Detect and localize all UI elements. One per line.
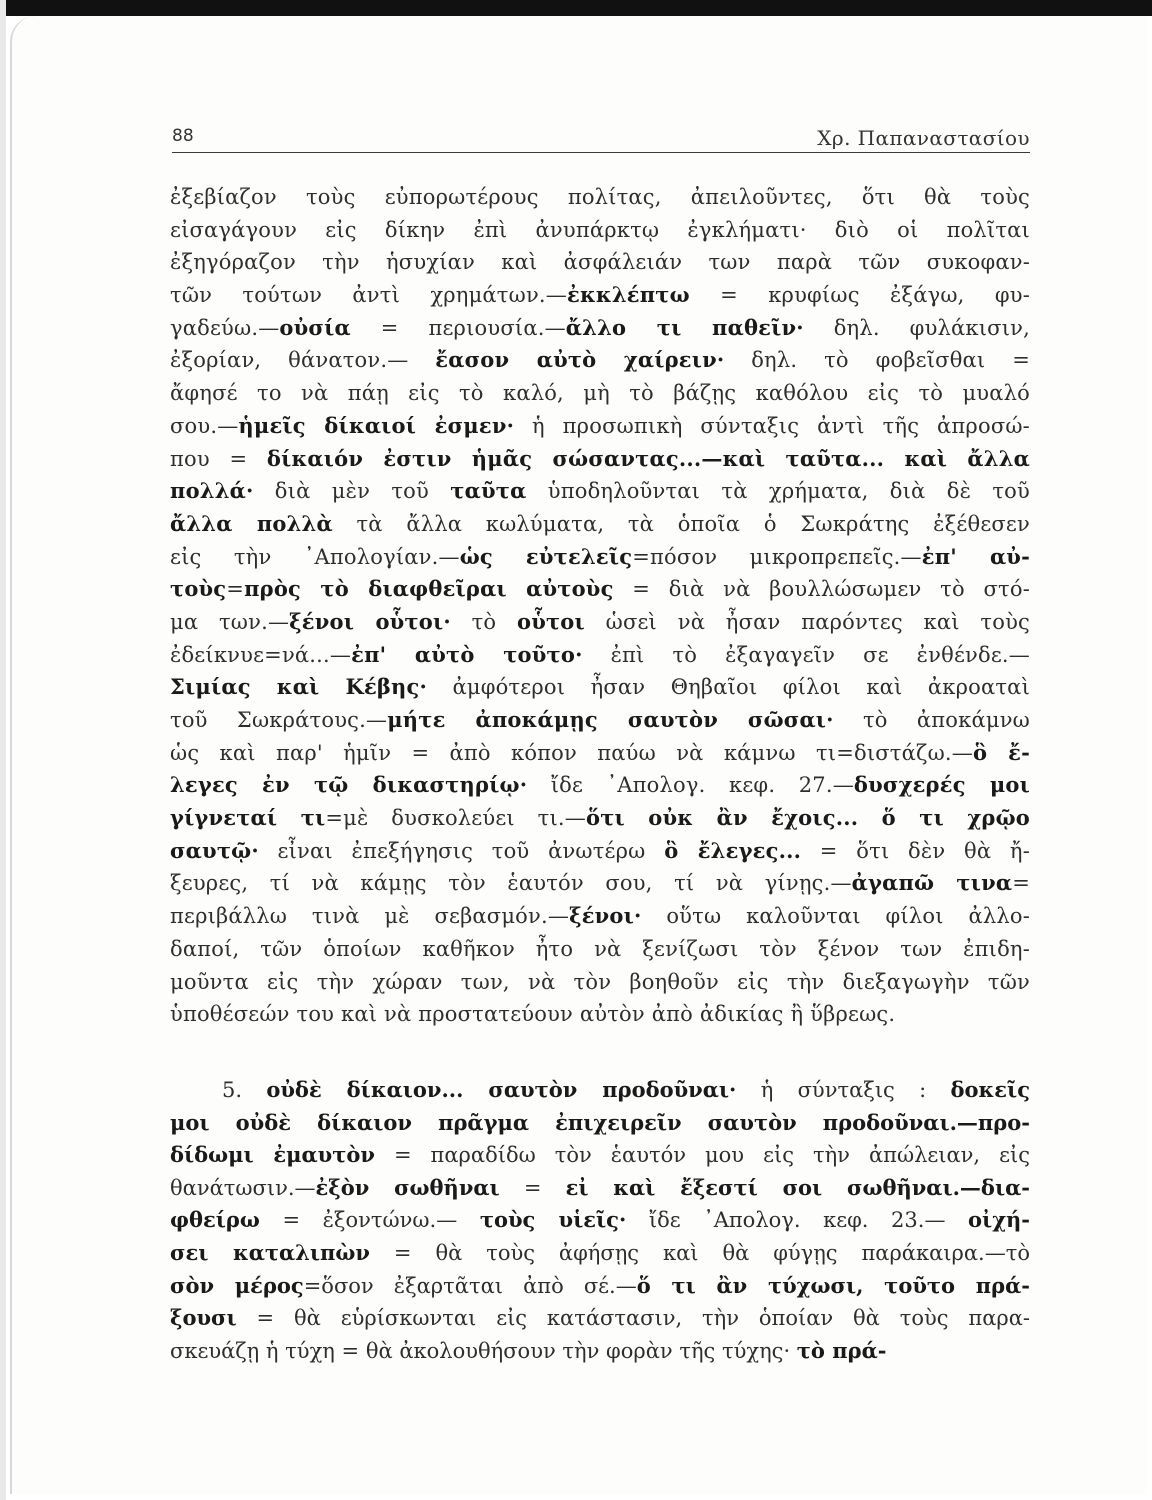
lemma-term: σει καταλιπὼν: [170, 1239, 370, 1265]
lemma-term: ἐπ' αὐ-: [921, 543, 1030, 569]
gloss-text: περιβάλλω τινὰ μὲ σεβασμόν.—: [170, 904, 570, 929]
header-rule: [172, 152, 1030, 153]
lemma-term: πολλά·: [170, 478, 254, 504]
gloss-text: = ὅτι δὲν θὰ ἤ-: [801, 838, 1030, 863]
lemma-term: δίδωμι ἐμαυτὸν: [170, 1142, 375, 1168]
gloss-text: =: [226, 577, 245, 602]
text-line: [170, 704, 1030, 737]
text-line: [170, 606, 1030, 639]
lemma-term: ὃ ἔ-: [973, 739, 1030, 765]
gloss-text: δηλ. φυλάκισιν,: [803, 315, 1030, 340]
gloss-text: = θὰ τοὺς ἀφήσῃς καὶ θὰ φύγῃς παράκαιρα.—τὸ: [370, 1240, 1030, 1265]
gloss-text: τὸ ἀποκάμνω: [833, 708, 1030, 732]
text-line: [170, 377, 1030, 410]
text-line: [170, 181, 1030, 214]
text-line: [170, 475, 1030, 508]
gloss-text: =ὅσον ἐξαρτᾶται ἀπὸ σέ.—: [303, 1273, 637, 1298]
gloss-text: τῶν τούτων ἀντὶ χρημάτων.—: [170, 283, 567, 308]
lemma-term: Σιμίας καὶ Κέβης·: [170, 674, 428, 700]
text-line: [170, 802, 1030, 835]
lemma-term: ἐξὸν σωθῆναι: [315, 1174, 500, 1200]
lemma-term: ὡς εὐτελεῖς: [459, 543, 633, 569]
gloss-text: = κρυφίως ἐξάγω, φυ-: [689, 283, 1030, 308]
text-line: [170, 443, 1030, 476]
text-line: [170, 1074, 1030, 1107]
commentary-paragraph-2: [170, 1074, 1030, 1367]
lemma-term: ἐκκλέπτω: [566, 282, 690, 308]
lemma-term: ὃ ἔλεγες...: [664, 837, 802, 863]
text-line: [170, 998, 1030, 1031]
running-head-author: Χρ. Παπαναστασίου: [817, 126, 1030, 150]
gloss-text: ἡ σύνταξις :: [736, 1078, 951, 1102]
gloss-text: σου.—: [170, 413, 239, 438]
gloss-text: τοῦ Σωκράτους.—: [170, 708, 388, 732]
gloss-text: ἡ προσωπικὴ σύνταξις ἀντὶ τῆς ἀπροσώ-: [514, 413, 1030, 438]
lemma-term: ἄλλα πολλὰ: [170, 510, 333, 536]
text-line: [170, 1107, 1030, 1140]
gloss-text: μοῦντα εἰς τὴν χώραν των, νὰ τὸν βοηθοῦν εἰς τὴν διεξαγωγὴν τῶν: [170, 969, 1030, 994]
gloss-text: θανάτωσιν.—: [170, 1175, 316, 1200]
gloss-text: εἰς τὴν ᾿Απολογίαν.—: [170, 544, 460, 569]
gloss-text: ἴδε ᾿Απολογ. κεφ. 23.—: [626, 1208, 969, 1233]
gloss-text: = παραδίδω τὸν ἑαυτόν μου εἰς τὴν ἀπώλειαν, εἰς: [374, 1143, 1030, 1168]
lemma-term: ξένοι·: [569, 903, 642, 929]
gloss-text: ὑποθέσεών του καὶ νὰ προστατεύουν αὐτὸν ἀπὸ ἀδικίας ἢ ὕβρεως.: [170, 1002, 896, 1027]
lemma-term: μοι οὐδὲ δίκαιον πρᾶγμα ἐπιχειρεῖν σαυτὸν προδοῦναι.—προ-: [170, 1109, 1030, 1135]
lemma-term: σὸν μέρος: [170, 1272, 304, 1298]
text-line: [170, 312, 1030, 345]
lemma-term: ξένοι οὗτοι·: [289, 608, 451, 634]
gloss-text: ἐξορίαν, θάνατον.—: [170, 348, 436, 373]
commentary-paragraph-1: [170, 181, 1030, 1031]
lemma-term: οὐδὲ δίκαιον... σαυτὸν προδοῦναι·: [266, 1077, 737, 1102]
text-line: [170, 1139, 1030, 1172]
text-line: [170, 900, 1030, 933]
gloss-text: που =: [170, 446, 267, 471]
lemma-term: ὅ τι ἂν τύχωσι, τοῦτο πρά-: [636, 1272, 1030, 1298]
gloss-text: ὡσεὶ νὰ ἦσαν παρόντες καὶ τοὺς: [584, 609, 1030, 634]
lemma-term: ἀγαπῶ τινα: [851, 870, 1013, 896]
gloss-text: 5.: [222, 1078, 267, 1102]
text-line: [170, 769, 1030, 802]
text-line: [170, 1302, 1030, 1335]
gloss-text: δηλ. τὸ φοβεῖσθαι =: [724, 348, 1031, 373]
lemma-term: δυσχερές μοι: [853, 772, 1030, 798]
gloss-text: οὕτω καλοῦνται φίλοι ἀλλο-: [641, 904, 1030, 929]
lemma-term: ἐπ' αὐτὸ τοῦτο·: [351, 641, 583, 667]
gloss-text: ὑποδηλοῦνται τὰ χρήματα, διὰ δὲ τοῦ: [526, 479, 1030, 504]
text-line: [170, 508, 1030, 541]
gloss-text: εἰσαγάγουν εἰς δίκην ἐπὶ ἀνυπάρκτῳ ἐγκλήματι· διὸ οἱ πολῖται: [170, 217, 1030, 242]
gloss-text: τὰ ἄλλα κωλύματα, τὰ ὁποῖα ὁ Σωκράτης ἐξέθεσεν: [332, 511, 1030, 536]
lemma-term: τοὺς υἱεῖς·: [479, 1207, 627, 1233]
lemma-term: δοκεῖς: [950, 1077, 1030, 1102]
gloss-text: ὡς καὶ παρ' ἡμῖν = ἀπὸ κόπον παύω νὰ κάμνω τι=διστάζω.—: [170, 740, 973, 765]
gloss-text: σκευάζῃ ἡ τύχη = θὰ ἀκολουθήσουν τὴν φορὰν τῆς τύχης·: [170, 1338, 797, 1363]
text-line: [170, 933, 1030, 966]
gloss-text: =μὲ δυσκολεύει τι.—: [325, 806, 586, 831]
gloss-text: δαποί, τῶν ὁποίων καθῆκον ἦτο νὰ ξενίζωσι τὸν ξένον των ἐπιδη-: [170, 936, 1030, 961]
lemma-term: οὗτοι: [517, 608, 585, 634]
gloss-text: διὰ μὲν τοῦ: [253, 479, 451, 504]
lemma-term: μήτε ἀποκάμῃς σαυτὸν σῶσαι·: [387, 707, 834, 732]
gloss-text: ἐξεβίαζον τοὺς εὐπορωτέρους πολίτας, ἀπειλοῦντες, ὅτι θὰ τοὺς: [170, 185, 1030, 209]
text-line: [170, 639, 1030, 672]
gloss-text: ξευρες, τί νὰ κάμῃς τὸν ἑαυτόν σου, τί νὰ γίνῃς.—: [170, 871, 852, 896]
lemma-term: λεγες ἐν τῷ δικαστηρίῳ·: [170, 772, 528, 798]
text-line: [170, 966, 1030, 999]
lemma-term: ἔασον αὐτὸ χαίρειν·: [435, 347, 725, 373]
text-line: [170, 279, 1030, 312]
gloss-text: = διὰ νὰ βουλλώσωμεν τὸ στό-: [613, 577, 1030, 602]
gloss-text: μα των.—: [170, 609, 290, 634]
lemma-term: τοὺς: [170, 576, 227, 602]
text-line: [170, 835, 1030, 868]
gloss-text: ἐξηγόραζον τὴν ἡσυχίαν καὶ ἀσφάλειάν των παρὰ τῶν συκοφαν-: [170, 250, 1030, 275]
gloss-text: ἀμφότεροι ἦσαν Θηβαῖοι φίλοι καὶ ἀκροαταὶ: [427, 675, 1030, 700]
lemma-term: ταῦτα: [450, 478, 527, 504]
text-line: [170, 1270, 1030, 1303]
gloss-text: ἴδε ᾿Απολογ. κεφ. 27.—: [527, 773, 854, 798]
lemma-term: οὐσία: [279, 314, 351, 340]
text-line: [170, 214, 1030, 247]
lemma-term: φθείρω: [170, 1207, 260, 1233]
lemma-term: ἡμεῖς δίκαιοί ἐσμεν·: [238, 412, 515, 438]
lemma-term: γίγνεταί τι: [170, 805, 326, 831]
text-line: [170, 573, 1030, 606]
gloss-text: ἐπὶ τὸ ἐξαγαγεῖν σε ἐνθένδε.—: [582, 642, 1030, 667]
gloss-text: τὸ: [450, 609, 517, 634]
lemma-term: εἰ καὶ ἔξεστί σοι σωθῆναι.—δια-: [565, 1174, 1030, 1200]
text-line: [170, 344, 1030, 377]
gloss-text: εἶναι ἐπεξήγησις τοῦ ἀνωτέρω: [258, 838, 665, 863]
text-line: [170, 1204, 1030, 1237]
gloss-text: ἐδείκνυε=νά...—: [170, 642, 352, 667]
text-line: [170, 867, 1030, 900]
scan-top-border: [0, 0, 1152, 16]
lemma-term: πρὸς τὸ διαφθεῖραι αὐτοὺς: [244, 576, 614, 602]
scan-left-edge: [0, 0, 6, 1500]
gloss-text: = ἐξοντώνω.—: [259, 1208, 480, 1233]
text-line: [170, 1335, 1030, 1368]
gloss-text: γαδεύω.—: [170, 315, 280, 340]
gloss-text: =: [499, 1175, 566, 1200]
lemma-term: ἄλλο τι παθεῖν·: [565, 314, 804, 340]
lemma-term: τὸ πρά-: [796, 1337, 887, 1363]
text-line: [170, 671, 1030, 704]
lemma-term: δίκαιόν ἐστιν ἡμᾶς σώσαντας...—καὶ ταῦτα... καὶ ἄλλα: [266, 445, 1030, 471]
text-line: [170, 1237, 1030, 1270]
gloss-text: =: [1012, 871, 1030, 896]
lemma-term: σαυτῷ·: [170, 837, 259, 863]
gloss-text: = θὰ εὑρίσκωνται εἰς κατάστασιν, τὴν ὁποίαν θὰ τοὺς παρα-: [236, 1306, 1030, 1331]
text-line: [170, 1172, 1030, 1205]
text-line: [170, 541, 1030, 574]
gloss-text: ἄφησέ το νὰ πάῃ εἰς τὸ καλό, μὴ τὸ βάζῃς καθόλου εἰς τὸ μυαλό: [170, 381, 1030, 406]
lemma-term: ξουσι: [170, 1305, 237, 1331]
gloss-text: = περιουσία.—: [350, 315, 566, 340]
page-number: 88: [172, 126, 194, 146]
lemma-term: οἰχή-: [968, 1207, 1030, 1233]
gloss-text: =πόσον μικροπρεπεῖς.—: [632, 544, 922, 569]
text-line: [170, 246, 1030, 279]
lemma-term: ὅτι οὐκ ἂν ἔχοις... ὅ τι χρῷο: [585, 805, 1030, 831]
text-line: [170, 737, 1030, 770]
text-line: [170, 410, 1030, 443]
